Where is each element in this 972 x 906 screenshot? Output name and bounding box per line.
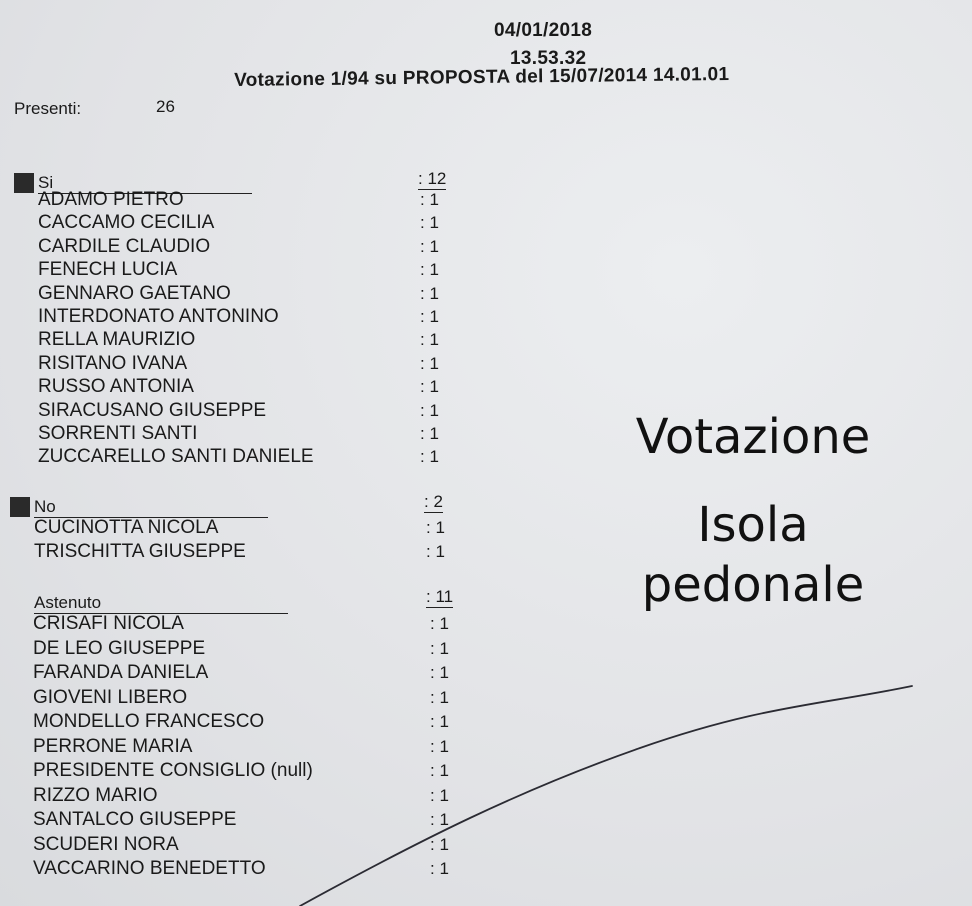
voter-name: CARDILE CLAUDIO <box>38 235 211 257</box>
voter-name: PRESIDENTE CONSIGLIO (null) <box>33 760 313 781</box>
vote-count: : 1 <box>420 377 439 397</box>
vote-count: : 1 <box>430 687 449 707</box>
vote-count: : 1 <box>420 353 439 373</box>
vote-count: : 1 <box>420 330 439 350</box>
voter-name: DE LEO GIUSEPPE <box>33 637 206 659</box>
overlay-line-2: Isola <box>697 497 809 553</box>
overlay-line-3: pedonale <box>641 557 865 613</box>
voter-name: CUCINOTTA NICOLA <box>34 517 219 538</box>
voter-name: FARANDA DANIELA <box>33 662 209 683</box>
vote-title: Votazione 1/94 su PROPOSTA del 15/07/2014 14.01.01 <box>234 63 730 91</box>
vote-count: : 1 <box>420 307 439 326</box>
vote-count: : 1 <box>426 541 445 561</box>
vote-count: : 1 <box>430 614 449 633</box>
voter-name: RELLA MAURIZIO <box>38 329 196 351</box>
overlay-line-1: Votazione <box>635 409 871 465</box>
voter-name: RISITANO IVANA <box>38 352 188 374</box>
voter-name: CRISAFI NICOLA <box>33 613 184 634</box>
section-label-no: No <box>34 497 268 518</box>
vote-count: : 1 <box>430 761 449 780</box>
section-total-no: : 2 <box>424 492 443 511</box>
section-label-astenuto: Astenuto <box>34 593 288 614</box>
voter-name: SANTALCO GIUSEPPE <box>33 809 237 830</box>
voter-name: VACCARINO BENEDETTO <box>33 858 266 879</box>
vote-count: : 1 <box>430 834 449 854</box>
voter-name: SORRENTI SANTI <box>38 423 198 444</box>
vote-count: : 1 <box>420 424 439 443</box>
presenti-label: Presenti: <box>14 99 82 118</box>
voter-name: MONDELLO FRANCESCO <box>33 711 265 732</box>
voter-name: SCUDERI NORA <box>33 833 179 855</box>
vote-count: : 1 <box>420 400 439 420</box>
voter-name: GIOVENI LIBERO <box>33 686 188 708</box>
voter-name: GENNARO GAETANO <box>38 282 231 304</box>
voter-name: RUSSO ANTONIA <box>38 376 194 398</box>
presenti-value: 26 <box>156 97 175 116</box>
vote-count: : 1 <box>430 638 449 658</box>
vote-count: : 1 <box>420 190 439 209</box>
vote-count: : 1 <box>430 736 449 756</box>
voter-name: PERRONE MARIA <box>33 735 193 757</box>
section-total-astenuto: : 11 <box>426 587 454 606</box>
voter-name: RIZZO MARIO <box>33 784 158 806</box>
section-label-si: Si <box>38 173 252 194</box>
vote-count: : 1 <box>430 785 449 805</box>
vote-count: : 1 <box>430 810 449 829</box>
vote-count: : 1 <box>420 236 439 256</box>
vote-count: : 1 <box>426 518 445 537</box>
vote-count: : 1 <box>420 260 439 280</box>
voter-name: ZUCCARELLO SANTI DANIELE <box>38 446 314 468</box>
voter-name: FENECH LUCIA <box>38 259 178 281</box>
voter-name: INTERDONATO ANTONINO <box>38 306 279 327</box>
vote-date: 04/01/2018 <box>494 20 593 41</box>
voter-name: SIRACUSANO GIUSEPPE <box>38 399 267 421</box>
section-total-si: : 12 <box>418 169 447 188</box>
vote-time: 13.53.32 <box>510 48 587 69</box>
voter-name: CACCAMO CECILIA <box>38 212 215 234</box>
vote-count: : 1 <box>430 712 449 731</box>
voter-name: ADAMO PIETRO <box>38 189 184 210</box>
vote-count: : 1 <box>420 283 439 303</box>
vote-count: : 1 <box>430 663 449 682</box>
voter-name: TRISCHITTA GIUSEPPE <box>34 540 246 562</box>
vote-count: : 1 <box>420 447 439 467</box>
vote-count: : 1 <box>430 859 449 878</box>
vote-count: : 1 <box>420 213 439 233</box>
